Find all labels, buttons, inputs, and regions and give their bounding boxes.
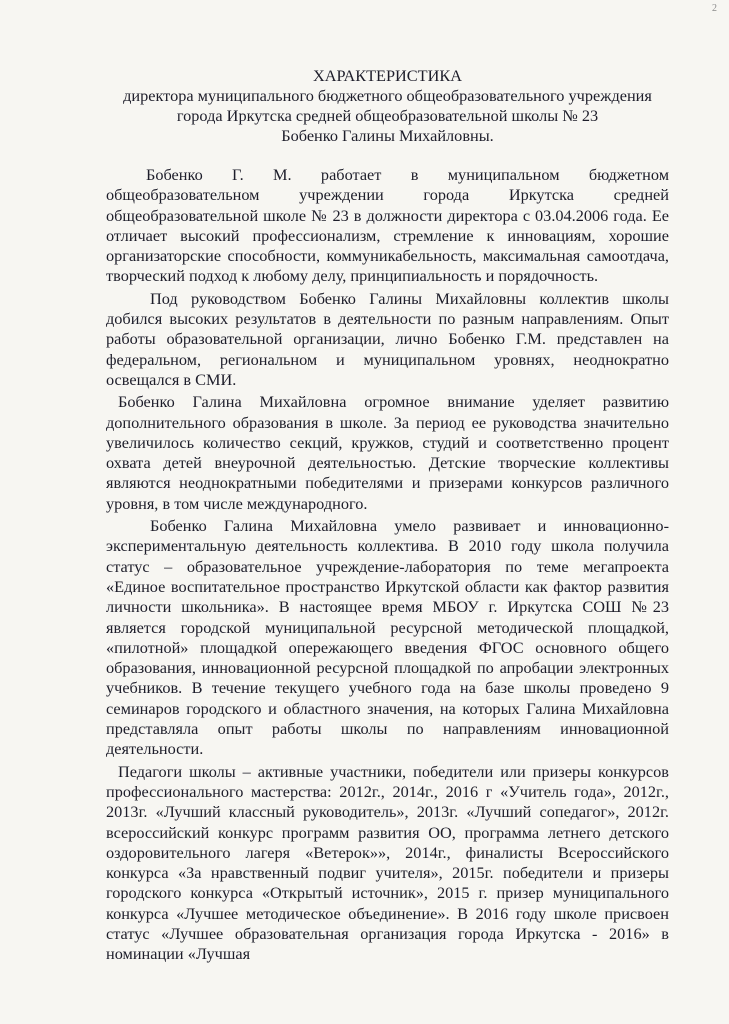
document-title: ХАРАКТЕРИСТИКА — [313, 66, 462, 85]
paragraph-3: Бобенко Галина Михайловна огромное внимание уделяет развитию дополнительного образования в школе. За период ее руководства значительно увеличилось количество секций, кружков, студий и соответственно процент охвата детей внеурочной деятельностью. Детские творческие коллективы являются неоднократными победителями и призерами конкурсов различного уровня, в том числе международного. — [106, 392, 669, 513]
heading-line-1: директора муниципального бюджетного общеобразовательного учреждения — [123, 86, 652, 105]
heading-line-2: города Иркутска средней общеобразовательной школы № 23 — [176, 106, 599, 125]
heading-line-3: Бобенко Галины Михайловны. — [281, 126, 494, 145]
document-body — [106, 165, 669, 965]
document-heading — [106, 66, 669, 146]
paragraph-1: Бобенко Г. М. работает в муниципальном бюджетном общеобразовательном учреждении города Иркутска средней общеобразовательной школе № 23 в должности директора с 03.04.2006 года. Ее отличает высокий профессионализм, стремление к инновациям, хорошие организаторские способности, коммуникабельность, максимальная самоотдача, творческий подход к любому делу, принципиальность и порядочность. — [106, 165, 669, 286]
paragraph-4: Бобенко Галина Михайловна умело развивает и инновационно-экспериментальную деятельность коллектива. В 2010 году школа получила статус – образовательное учреждение-лаборатория по теме мегапроекта «Единое воспитательное пространство Иркутской области как фактор развития личности школьника». В настоящее время МБОУ г. Иркутска СОШ №23 является городской муниципальной ресурсной методической площадкой, «пилотной» площадкой опережающего введения ФГОС основного общего образования, инновационной ресурсной площадкой по апробации электронных учебников. В течение текущего учебного года на базе школы проведено 9 семинаров городского и областного значения, на которых Галина Михайловна представляла опыт работы школы по направлениям инновационной деятельности. — [106, 516, 669, 759]
paragraph-5: Педагоги школы – активные участники, победители или призеры конкурсов профессионального мастерства: 2012г., 2014г., 2016 г «Учитель года», 2012г., 2013г. «Лучший классный руководитель», 2013г. «Лучший сопедагог», 2012г. всероссийский конкурс программ развития ОО, программа летнего детского оздоровительного лагеря «Ветерок»», 2014г., финалисты Всероссийского конкурса «За нравственный подвиг учителя», 2015г. победители и призеры городского конкурса «Открытый источник», 2015 г. призер муниципального конкурса «Лучшее методическое объединение». В 2016 году школе присвоен статус «Лучшее образовательная организация города Иркутска - 2016» в номинации «Лучшая — [106, 761, 669, 964]
paragraph-2: Под руководством Бобенко Галины Михайловны коллектив школы добился высоких результатов в деятельности по разным направлениям. Опыт работы образовательной организации, лично Бобенко Г.М. представлен на федеральном, региональном и муниципальном уровнях, неоднократно освещался в СМИ. — [106, 288, 669, 389]
page-mark: 2 — [712, 3, 717, 14]
